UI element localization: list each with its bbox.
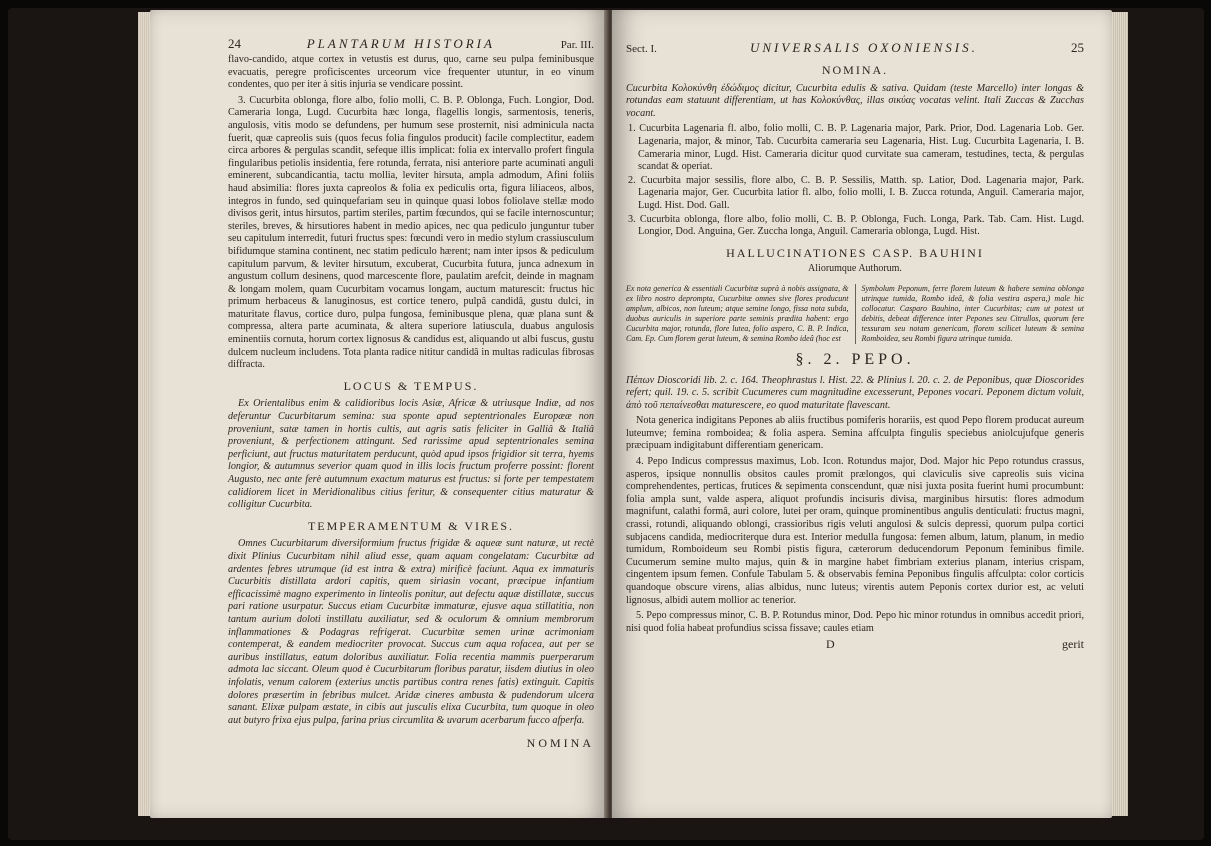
left-page-edges bbox=[138, 12, 150, 816]
nomina-list bbox=[626, 123, 1084, 238]
paragraph: Nota generica indigitans Pepones ab aliis fructibus pomiferis horariis, est quod Pepo florem producat aureum luteumve; femina romboidea; & folia aspera. Semina affculpta fingulis speciebus aniolcujufque generis præcipuam indigitabunt differentiam genericam. bbox=[626, 415, 1084, 452]
paragraph: 4. Pepo Indicus compressus maximus, Lob. Icon. Rotundus major, Dod. Major hic Pepo rotundus crassus, asperos, ipsique nonnullis obsitos caules promit prælongos, qui claviculis sive capreolis suis vicina comprehendentes, perticas, frutices & sepimenta conscendunt, quæ nisi juxta posita fuerint humi procumbunt: folia ampla sunt, valde aspera, aliquot profundis incisuris divisa, marginibus hirsutis: flores admodum magnifunt, calathi formâ, auri colore, lutei per oram, quinque prominentibus angulis denticulati: fructus magni, crassi, rotundi, aliquando oblongi, crassioribus rigis veluti angulosi & sulcis depressi, quorum pulpa cortici subjacens candida, mediocriterque dura est. Interior medulla fungosa: femen album, latum, planum, in medio tumidum, Romboideum seu Rombi pistis figura, cæterorum deducendorum Peponum feminibus fimile. Cucumerum semine multo majus, quin & in margine habet fimbriam exterius planam, interius crispam, cingentem ipsum femen. Confule Tabulam 5. & observabis femina Peponibus fingulis affculpta: color corticis quandoque obscure virens, alias albidus, nunc luteus; virentis autem Peponis cortex durior est, ac veluti lignosus, albidi autem mollior ac tenerior. bbox=[626, 456, 1084, 606]
left-page-number: 24 bbox=[228, 36, 241, 51]
paragraph: Ex Orientalibus enim & calidioribus locis Asiæ, Africæ & utriusque Indiæ, ad nos deferuntur Cucurbitarum semina: sua sponte apud septentrionales Europææ non proveniunt, satæ tamen in hortis cultis, aut agris satis feliciter in Galliâ & Italiâ proveniunt, & perfectionem attingunt. Sed rarissime apud septentrionales semina perficiunt, aut fructus maturitatem perducunt, quòd apud ipsos frigidior sit terra, hyems longior, & autumnus severior quam quod in illis locis fructum proferre possint: florent Augusto, nec ante ferè autumnum exactum maturus est fructus: si forte per tempestatem calidiorem licet in Meridionalibus citius feritur, & consequenter citius maturatur & colligitur Cucurbita. bbox=[228, 398, 594, 511]
list-item: 2. Cucurbita major sessilis, flore albo, C. B. P. Sessilis, Matth. sp. Latior, Dod. Lagenaria major, Park. Lagenaria major, Ger. Cucurbita latior fl. albo, folio molli, I. B. Zucca rotunda, Anguil. Cameraria major, Lugd. Hist. Dod. Gall. bbox=[628, 174, 1084, 211]
signature-mark: D bbox=[826, 637, 835, 652]
two-column-note bbox=[626, 284, 1084, 344]
catchword: NOMINA bbox=[526, 736, 594, 751]
paragraph: Omnes Cucurbitarum diversiformium fructus frigidæ & aqueæ sunt naturæ, ut rectè dixit Plinius Cucurbitam nihil aliud esse, quam aquam congelatam: Cucurbitæ ad ardentes febres utrumque (id est intra & extra) mirificè faciunt. Aqua ex immaturis Cucurbitis distillata ardori capitis, quem siriasin vocant, præcipue infantium efficacissimè magno experimento in linteolis ponitur, aut defectu aquæ distillatæ, succus pari ratione usurpatur. Succus etiam Cucurbitæ immaturæ, ejusve aqua stillatitia, non tantum aurium doloti instillatu auxiliatur, sed & oculorum & omnium membrorum inflammationes & Podagras refrigerat. Cucurbitæ semen urinæ acrimoniam contemperat, & eandem mediocriter provocat. Succus cum aqua rofacea, aut per se auribus instillatus, eatum doloribus auxiliatur. Folia recentia mammis puerperarum admota lac siccant. Oleum quod è Cucurbitarum floribus paratur, iisdem diutius in oleo infolatis, venum calorem (exterius unctis partibus contra renes fatis) extinguit. Capitis dolores præsertim in febribus mulcet. Aridæ cineres ambusta & pudendorum ulcera sanant. Elixæ pulpam æstate, in cibis aut jusculis elixa Cucurbita, tum quoque in oleo aut butyro frixa ejus pulpa, farina prius circumlita & uvarum acerbarum fucco afperfa. bbox=[228, 538, 594, 726]
section-heading: TEMPERAMENTUM & VIRES. bbox=[307, 518, 515, 533]
list-item: 1. Cucurbita Lagenaria fl. albo, folio molli, C. B. P. Lagenaria major, Park. Prior, Dod. Lagenaria Lob. Ger. Lagenaria, major, & minor, Tab. Cucurbita cameraria seu Lagenaria, Hist. Lug. Cucurbita Lagenaria, I. B. Cameraria minor, Lugd. Hist. Cameraria dicitur quod curvitate sua cameram, testudines, tecta, & pergulas scandat & operiat. bbox=[628, 123, 1084, 173]
note-column: Symbolum Peponum, ferre florem luteum & habere semina oblonga utrinque tumida, Rombo ideâ, & folia vestira aspera,) male hic collocatur. Casparo Bauhino, inter Cucurbitas; cum ut potest ut debitis, debeat difference inter Pepones seu Citrullos, quorum fere tessuram seu notam genericam, florem scilicet luteum & semina Romboidea, seu Rombi figura utrinque tumida. bbox=[861, 283, 1084, 343]
paragraph: flavo-candido, atque cortex in vetustis est durus, quo, carne seu pulpa feminibusque evacuatis, peregre proficiscentes urceorum vice frequenter utuntur, in eo vinum condentes, quo per iter à sitis injuria se vendicare possint. bbox=[228, 54, 594, 91]
left-page bbox=[150, 10, 608, 818]
right-page bbox=[612, 10, 1112, 818]
paragraph: Πέπων Dioscoridi lib. 2. c. 164. Theophrastus l. Hist. 22. & Plinius l. 20. c. 2. de Peponibus, quæ Dioscorides refert; quil. 19. c. 5. scribit Cucumeres cum magnitudine excesserunt, Pepones vocari. Peponem dictum voluit, ἀπὸ τοῦ πεπαίνεσθαι maturescere, eo quod maturitate flavescant. bbox=[626, 374, 1084, 411]
left-running-section: Par. III. bbox=[560, 39, 594, 51]
right-body bbox=[626, 64, 1084, 651]
column-rule bbox=[855, 284, 856, 344]
paragraph: 3. Cucurbita oblonga, flore albo, folio molli, C. B. P. Oblonga, Fuch. Longior, Dod. Cameraria longa, Lugd. Cucurbita hæc longa, flagellis longis, sarmentosis, teneris, angulosis, vitis modo se defundens, per humum sese prosternit, nisi adminicula nacta fuerit, quæ capreolis suis (quos fecus folia fingulos producit) facile complectitur, eadem circa arbores & pergulas scandit, sefeque illis implicat: folia ex intervallo profert fingula fingularibus petiolis insidentia, fere rotunda, ferrata, nisi anteriore parte acuminati anguli eminerent, subcandicantia, tactu mollia, leviter hirsuta, ampla admodum, Afini foliis haud absimilia: flores juxta capreolos & folia ex pediculis orta, figura liliaceos, albos, integros in fundo, sed quinquefariam seu in quinque quasi lobos foliolave stellæ modo divisos gerit, intus hirsutos, partim steriles, partim fœcundos, qui se facile internoscuntur; steriles, breves, & hirsutiores habent in medio apices, nec qua pediculo junguntur tuber seu capitulum interredit, futuri fructus spes: fœcundi vero in medio stylum crassiusculum bifidumque stamina continent, nec statim pediculo hærent; nam inter ipsos & pediculum capitulum parvum, & leviter hirsutum, excuberat, Cucurbita futura, junca adnexum in angustum collum desinens, quod marcescente flore, paulatim arefcit, deinde in magnam & longam molem, quam Cucurbitam vocamus longam, auctum maturescit: fructus hic primum herbaceus & lanuginosus, est cortice tenero, pulpâ candidâ, gustu dulci, in maturitate flavus, cortice duro, pulpa fungosa, feminibusque plena, quæ plana sunt & compressa, altera parte acuminata, & altera superiore latiuscula, duabus angulosis eminentiis cornuta, horum cortex lignosus & candidus est, aliquando ut albi fuscus, gustu dulcem nucleum includens. Tota planta radice nititur candidâ in multas radiculas fibrosas diffracta. bbox=[228, 94, 594, 371]
paragraph: 5. Pepo compressus minor, C. B. P. Rotundus minor, Dod. Pepo hic minor rotundus in omnibus accedit priori, nisi quod folia habeat profundius scissa fissave; caules etiam bbox=[626, 610, 1084, 634]
list-item: 3. Cucurbita oblonga, flore albo, folio molli, C. B. P. Oblonga, Fuch. Longa, Park. Tab. Cam. Hist. Lugd. Longior, Dod. Anguina, Ger. Zuccha longa, Anguil. Cameraria oblonga, Lugd. Hist. bbox=[628, 213, 1084, 238]
section-subheading: Aliorumque Authorum. bbox=[808, 263, 902, 275]
section-heading: HALLUCINATIONES CASP. BAUHINI bbox=[726, 245, 984, 260]
section-heading: NOMINA. bbox=[821, 63, 889, 77]
paragraph: Cucurbita Κολοκύνθη ἐδώδιμος dicitur, Cucurbita edulis & sativa. Quidam (teste Marcello) inter longas & rotundas eam statuunt differentiam, ut has Κολοκύνθας, illas σικύας vocatas velint. Itali Zuccas & Zucchas vocant. bbox=[626, 82, 1084, 119]
left-body bbox=[228, 54, 594, 750]
note-column: Ex nota generica & essentiali Cucurbitæ suprà à nobis assignata, & ex libro nostro deprompta, Cucurbitæ omnes sive flores producunt amplum, albicos, non luteum; atque semine longo, fissa nota subda, duobus auriculis in superiore parte seminis prædita habent: ergo Cucurbita major, rotunda, flore lutea, folio aspero, C. B. P. Indica, Cam. Ep. Cum florem gerat luteum, & semina Rombo ideâ (hoc est bbox=[626, 283, 849, 343]
catchword: gerit bbox=[1062, 637, 1084, 652]
right-page-edges bbox=[1112, 12, 1128, 816]
right-page-number: 25 bbox=[1070, 40, 1084, 55]
section-heading: §. 2. PEPO. bbox=[795, 350, 915, 368]
right-running-title: UNIVERSALIS OXONIENSIS. bbox=[749, 40, 978, 55]
left-running-head bbox=[228, 36, 594, 52]
right-section-label: Sect. I. bbox=[626, 43, 657, 55]
page-footer bbox=[626, 638, 1084, 651]
left-running-title: PLANTARUM HISTORIA bbox=[306, 36, 495, 51]
section-heading: LOCUS & TEMPUS. bbox=[343, 378, 479, 393]
right-running-head bbox=[626, 40, 1084, 56]
